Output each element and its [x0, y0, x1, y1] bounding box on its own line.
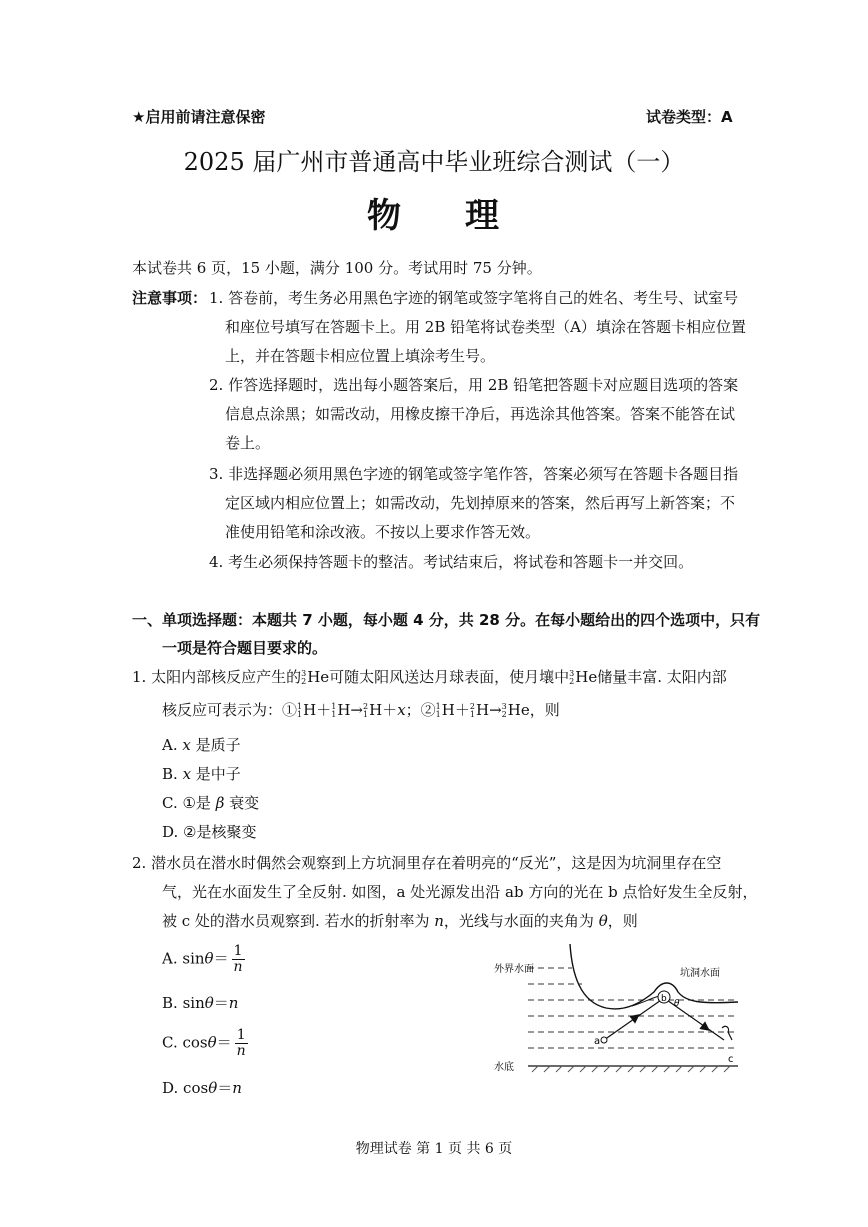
- q2-option-d: D. cosθ＝n: [162, 1079, 242, 1097]
- q1-option-c: C. ①是 β 衰变: [162, 794, 260, 812]
- notice-line: 4. 考生必须保持答题卡的整洁。考试结束后，将试卷和答题卡一并交回。: [209, 553, 694, 571]
- notice-line: 定区域内相应位置上；如需改动，先划掉原来的答案，然后再写上新答案；不: [225, 494, 736, 512]
- confidential-notice: ★启用前请注意保密: [132, 108, 266, 126]
- q2-stem-line: 2. 潜水员在潜水时偶然会观察到上方坑洞里存在着明亮的“反光”，这是因为坑洞里存在空: [132, 854, 722, 872]
- section-heading-cont: 一项是符合题目要求的。: [162, 639, 328, 657]
- q1-stem-line2: 核反应可表示为：① 1 1 H＋ 1 1 H→ 2 1 H＋x；② 1 1 H＋ 2 1 H→ 3 2 He，则: [162, 701, 560, 719]
- notice-label: 注意事项：: [132, 289, 208, 307]
- water-layers: [528, 968, 738, 1048]
- notice-line: 准使用铅笔和涂改液。不按以上要求作答无效。: [225, 523, 541, 541]
- q1-option-b: B. x 是中子: [162, 765, 241, 783]
- notice-line: 卷上。: [225, 434, 271, 452]
- q2-option-b: B. sinθ＝n: [162, 994, 239, 1012]
- notice-line: 3. 非选择题必须用黑色字迹的钢笔或签字笔作答，答案必须写在答题卡各题目指: [209, 465, 739, 483]
- label-point-c: c: [728, 1054, 734, 1065]
- total-reflection-figure: [494, 944, 748, 1080]
- point-a-marker: [601, 1037, 607, 1043]
- bottom-hatching: [532, 1066, 730, 1072]
- subject-char-1: 物: [367, 196, 403, 236]
- label-bottom: 水底: [494, 1062, 514, 1073]
- q2-stem-line3: 被 c 处的潜水员观察到. 若水的折射率为 n，光线与水面的夹角为 θ，则: [162, 912, 638, 930]
- exam-title: 2025 届广州市普通高中毕业班综合测试（一）: [183, 148, 685, 176]
- notice-line: 和座位号填写在答题卡上。用 2B 铅笔将试卷类型（A）填涂在答题卡相应位置: [225, 318, 746, 336]
- label-point-a: a: [594, 1036, 601, 1047]
- q1-option-d: D. ②是核聚变: [162, 823, 257, 841]
- subject-char-2: 理: [465, 196, 501, 236]
- label-point-b: b: [661, 994, 667, 1004]
- notice-line: 1. 答卷前，考生务必用黑色字迹的钢笔或签字笔将自己的姓名、考生号、试室号: [209, 289, 739, 307]
- intro-text: 本试卷共 6 页，15 小题，满分 100 分。考试用时 75 分钟。: [132, 259, 542, 277]
- label-angle: θ: [674, 999, 680, 1009]
- notice-line: 上，并在答题卡相应位置上填涂考生号。: [225, 347, 496, 365]
- q2-option-c: C. cosθ＝ $\frac{1}{n}$: [162, 1027, 246, 1059]
- reflected-ray: [664, 998, 724, 1040]
- subject-title: [0, 188, 868, 237]
- section-heading: 一、单项选择题：本题共 7 小题，每小题 4 分，共 28 分。在每小题给出的四个选项中，只有: [132, 611, 761, 629]
- label-cave-surface: 坑洞水面: [680, 968, 720, 979]
- q1-option-a: A. x 是质子: [162, 736, 241, 754]
- label-outer-surface: 外界水面: [494, 964, 534, 975]
- q2-stem-line: 气，光在水面发生了全反射. 如图，a 处光源发出沿 ab 方向的光在 b 点恰好发生全反射，: [162, 883, 758, 901]
- q2-option-a: A. sinθ＝ $\frac{1}{n}$: [162, 943, 243, 975]
- diver-icon: [722, 1026, 732, 1040]
- page-footer: 物理试卷 第 1 页 共 6 页: [355, 1141, 513, 1157]
- paper-type: 试卷类型：A: [646, 108, 733, 126]
- notice-line: 信息点涂黑；如需改动，用橡皮擦干净后，再选涂其他答案。答案不能答在试: [225, 405, 736, 423]
- q1-stem-line1: 1. 太阳内部核反应产生的 3 2 He可随太阳风送达月球表面，使月壤中 3 2 He储量丰富. 太阳内部: [132, 668, 727, 686]
- notice-line: 2. 作答选择题时，选出每小题答案后，用 2B 铅笔把答题卡对应题目选项的答案: [209, 376, 739, 394]
